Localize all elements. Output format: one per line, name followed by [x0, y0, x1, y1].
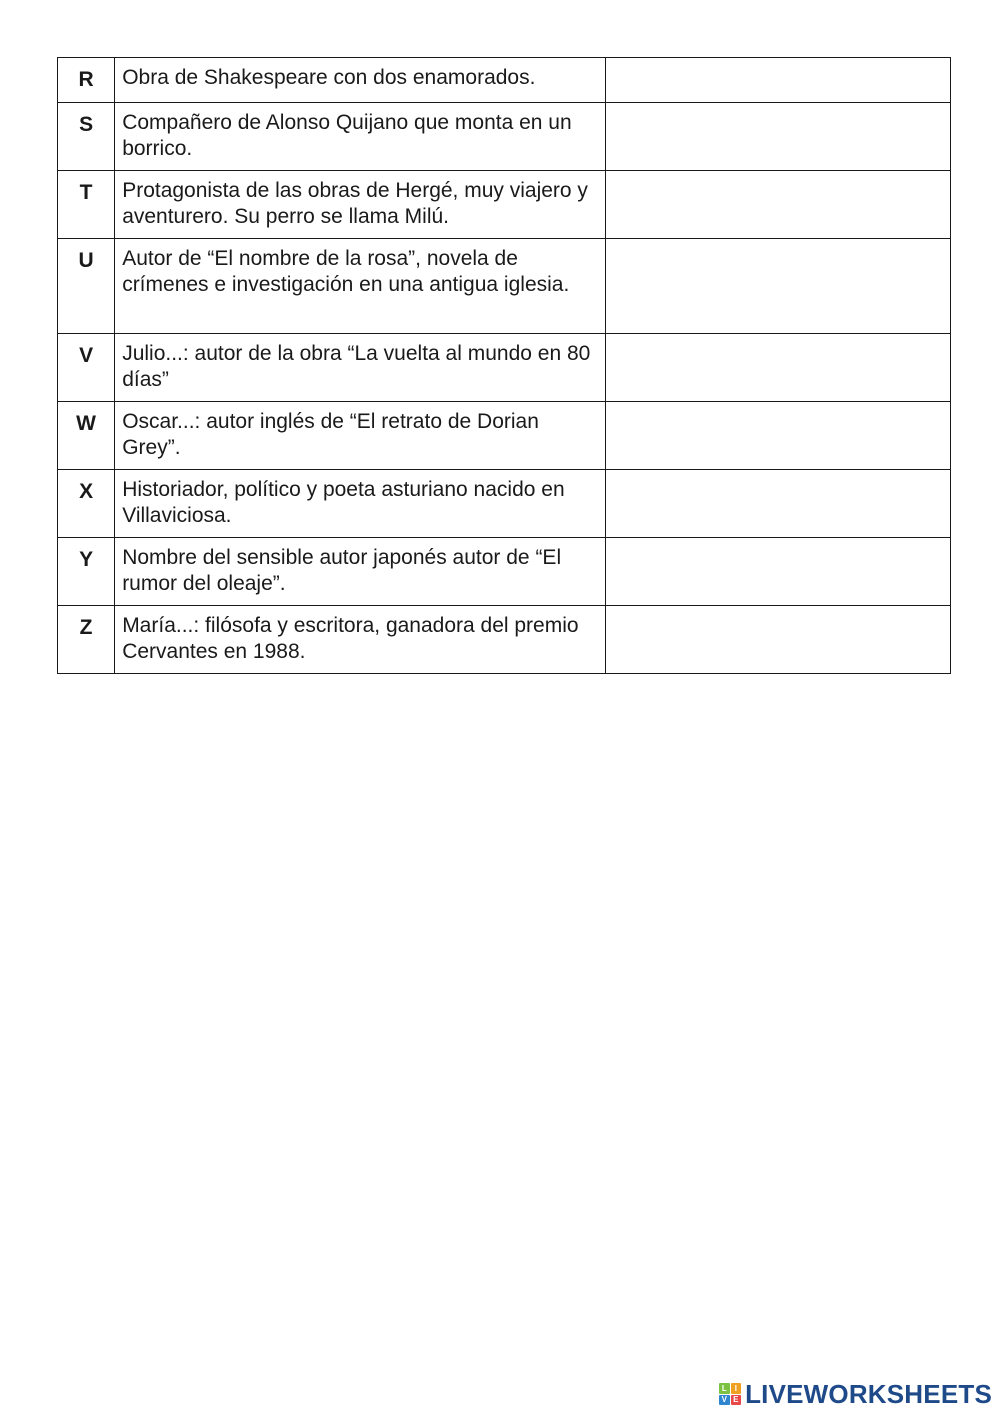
- table-row: [58, 171, 951, 239]
- answer-cell: [605, 103, 950, 171]
- row-clue: María...: filósofa y escritora, ganadora del premio Cervantes en 1988.: [115, 606, 606, 674]
- table-row: [58, 402, 951, 470]
- answer-cell: [605, 470, 950, 538]
- worksheet-table: [57, 57, 951, 674]
- row-letter: T: [58, 171, 115, 239]
- brand-name: LIVEWORKSHEETS: [745, 1379, 992, 1409]
- answer-cell: [605, 402, 950, 470]
- logo-tile: I: [731, 1383, 742, 1394]
- row-letter: V: [58, 334, 115, 402]
- row-letter: W: [58, 402, 115, 470]
- answer-input[interactable]: [612, 340, 944, 395]
- row-clue: Nombre del sensible autor japonés autor de “El rumor del oleaje”.: [115, 538, 606, 606]
- table-row: [58, 103, 951, 171]
- answer-input[interactable]: [612, 64, 944, 96]
- answer-cell: [605, 334, 950, 402]
- logo-tile: L: [719, 1383, 730, 1394]
- logo-tile: V: [719, 1395, 730, 1406]
- row-clue: Autor de “El nombre de la rosa”, novela de crímenes e investigación en una antigua iglesia.: [115, 239, 606, 334]
- row-clue: Protagonista de las obras de Hergé, muy viajero y aventurero. Su perro se llama Milú.: [115, 171, 606, 239]
- answer-input[interactable]: [612, 177, 944, 232]
- row-letter: U: [58, 239, 115, 334]
- liveworksheets-logo-icon: [719, 1383, 741, 1405]
- answer-input[interactable]: [612, 109, 944, 164]
- answer-input[interactable]: [612, 245, 944, 327]
- answer-input[interactable]: [612, 612, 944, 667]
- row-letter: X: [58, 470, 115, 538]
- answer-cell: [605, 171, 950, 239]
- row-letter: Z: [58, 606, 115, 674]
- answer-cell: [605, 606, 950, 674]
- table-row: [58, 334, 951, 402]
- answer-cell: [605, 58, 950, 103]
- answer-input[interactable]: [612, 476, 944, 531]
- answer-input[interactable]: [612, 544, 944, 599]
- answer-input[interactable]: [612, 408, 944, 463]
- liveworksheets-brand[interactable]: [719, 1381, 992, 1407]
- table-row: [58, 58, 951, 103]
- answer-cell: [605, 538, 950, 606]
- row-clue: Obra de Shakespeare con dos enamorados.: [115, 58, 606, 103]
- logo-tile: E: [731, 1395, 742, 1406]
- table-row: [58, 239, 951, 334]
- row-letter: S: [58, 103, 115, 171]
- row-letter: Y: [58, 538, 115, 606]
- table-row: [58, 538, 951, 606]
- row-clue: Julio...: autor de la obra “La vuelta al mundo en 80 días”: [115, 334, 606, 402]
- table-row: [58, 606, 951, 674]
- answer-cell: [605, 239, 950, 334]
- table-row: [58, 470, 951, 538]
- row-clue: Compañero de Alonso Quijano que monta en un borrico.: [115, 103, 606, 171]
- row-letter: R: [58, 58, 115, 103]
- row-clue: Historiador, político y poeta asturiano nacido en Villaviciosa.: [115, 470, 606, 538]
- row-clue: Oscar...: autor inglés de “El retrato de Dorian Grey”.: [115, 402, 606, 470]
